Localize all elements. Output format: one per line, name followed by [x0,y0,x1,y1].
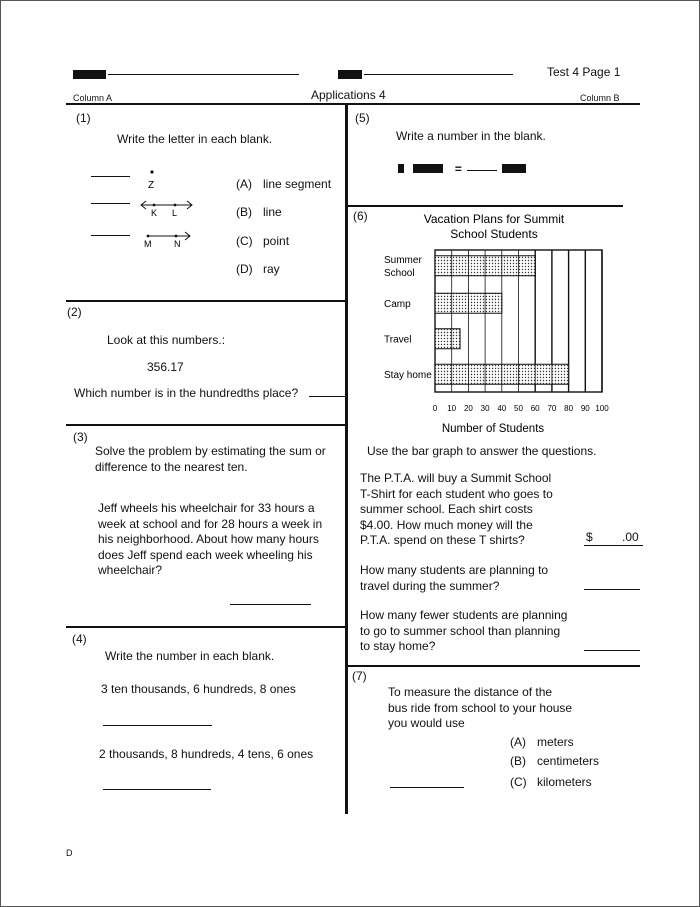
q1-instruction: Write the letter in each blank. [117,132,273,146]
chart-bar [435,329,460,349]
divider-1-2 [66,300,345,302]
chart-tick-label: 60 [530,404,540,413]
q6-sub1-text: The P.T.A. will buy a Summit School T-Shirt for each student who goes to summer school. Each shirt costs $4.00. How much money will the P.T.A. spend on these T shirts? [360,471,553,547]
chart-tick-label: 20 [463,404,473,413]
q3-number: (3) [73,430,88,444]
divider-3-4 [66,626,345,628]
chart-tick-label: 30 [480,404,490,413]
q7-option-a-letter: (A) [510,735,526,749]
chart-title-line: School Students [450,227,538,241]
column-b-label: Column B [580,93,620,103]
header-rule [66,103,640,105]
point-z-label: Z [148,180,155,191]
q3-instruction: Solve the problem by estimating the sum or difference to the nearest ten. [95,444,326,474]
column-a-label: Column A [73,93,113,103]
test-page-label: Test 4 Page 1 [547,65,621,79]
q7-prompt: To measure the distance of the bus ride from school to your house you would use [388,685,573,730]
q2-number-value: 356.17 [147,360,184,374]
q1-option-b-text: line [263,205,282,219]
chart-category-label: Stay home [384,369,432,381]
q4-instruction: Write the number in each blank. [105,649,275,663]
q5-equals-sign: = [454,162,462,176]
q3-problem: Jeff wheels his wheelchair for 33 hours a week at school and for 28 hours a week in his neighborhood. About how many hours does Jeff spend each week wheeling his wheelchair? [98,501,323,577]
q4-item-2: 2 thousands, 8 hundreds, 4 tens, 6 ones [99,747,314,761]
chart-tick-label: 100 [595,404,609,413]
q6-number: (6) [353,209,368,223]
chart-tick-label: 10 [447,404,457,413]
q6-cents: .00 [622,530,639,544]
q1-option-a-letter: (A) [236,177,252,191]
q7-option-b-letter: (B) [510,754,526,768]
point-k-label: K [151,208,158,218]
chart-tick-label: 80 [564,404,574,413]
divider-6-7 [348,665,640,667]
q7-option-c-text: kilometers [537,775,592,789]
q1-option-c-letter: (C) [236,234,253,248]
q3-answer-blank[interactable] [230,604,311,605]
q1-option-c-text: point [263,234,290,248]
page-title: Applications 4 [311,88,386,102]
divider-5-6 [348,205,623,207]
point-n-label: N [174,239,181,249]
chart-category-label: School [384,267,415,279]
q1-option-d-text: ray [263,262,280,276]
q2-prompt: Look at this numbers.: [107,333,226,347]
column-divider [345,104,348,814]
q5-instruction: Write a number in the blank. [396,129,546,143]
q5-answer-blank[interactable] [467,170,497,171]
q2-question: Which number is in the hundredths place? [74,386,299,400]
q5-number: (5) [355,111,370,125]
chart-category-label: Summer [384,254,422,266]
q5-redacted-quantity [398,164,404,173]
q5-equation [398,160,462,178]
q4-item-1: 3 ten thousands, 6 hundreds, 8 ones [101,682,296,696]
q2-number: (2) [67,305,82,319]
chart-tick-label: 0 [432,404,438,413]
chart-category-label: Camp [384,298,411,310]
footer-code: D [66,848,73,858]
q1-option-d-letter: (D) [236,262,253,276]
q4-blank-2[interactable] [103,789,211,790]
q6-use-text: Use the bar graph to answer the questions. [367,444,597,458]
q1-option-a-text: line segment [263,177,332,191]
q6-dollar-sign: $ [586,530,593,544]
q6-sub1-blank[interactable] [584,545,643,546]
q5-redacted-unit-2 [502,160,526,178]
q1-blank-1[interactable] [91,176,130,177]
q2-answer-blank[interactable] [309,396,345,397]
q1-number: (1) [76,111,91,125]
name-blank[interactable] [108,74,299,75]
date-blank[interactable] [364,74,513,75]
vacation-bar-chart [350,208,640,440]
q6-sub2-text: How many students are planning to travel during the summer? [360,563,549,593]
q1-option-b-letter: (B) [236,205,252,219]
q5-redacted-unit-1 [413,164,443,173]
q7-option-c-letter: (C) [510,775,527,789]
divider-2-3 [66,424,345,426]
chart-x-axis-label: Number of Students [441,423,545,435]
q7-number: (7) [352,669,367,683]
chart-tick-label: 50 [514,404,523,413]
q7-option-a-text: meters [537,735,574,749]
name-field-label [73,66,106,84]
chart-title-line: Vacation Plans for Summit [423,212,565,226]
q6-sub3-blank[interactable] [584,650,640,651]
point-m-label: M [144,239,152,249]
date-field-label [338,66,362,84]
point-l-label: L [172,208,178,218]
point-z-dot [150,170,153,173]
q4-number: (4) [72,632,87,646]
chart-tick-label: 70 [547,404,557,413]
chart-tick-label: 40 [497,404,507,413]
q4-blank-1[interactable] [103,725,212,726]
q6-sub3-text: How many fewer students are planning to go to summer school than planning to stay home? [360,608,568,653]
q7-answer-blank[interactable] [390,787,464,788]
chart-tick-label: 90 [580,404,590,413]
q1-blank-3[interactable] [91,235,130,236]
q7-option-b-text: centimeters [537,754,600,768]
q6-sub2-blank[interactable] [584,589,640,590]
q1-blank-2[interactable] [91,203,130,204]
geometry-figures [135,165,205,255]
chart-category-label: Travel [384,334,412,346]
